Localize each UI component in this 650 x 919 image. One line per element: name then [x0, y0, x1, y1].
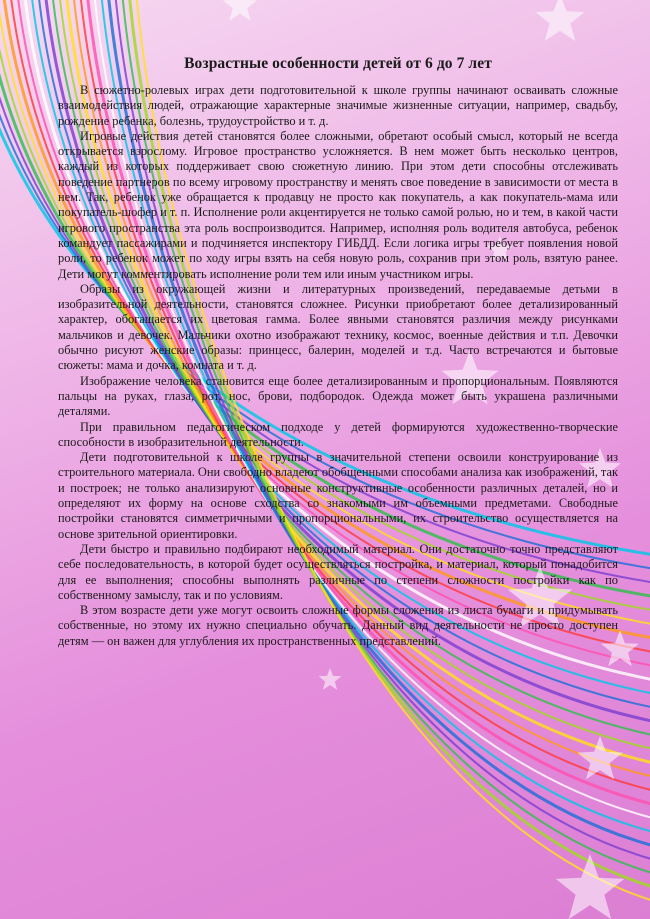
star-shape: [535, 0, 584, 41]
paragraph-7: Дети быстро и правильно подбирают необходимый материал. Они достаточно точно представляют себе последовательность, в которой будет осуществляться постройка, и материал, который понадобится для ее выполнения; способны выполнять различные по степени сложности постройки как по собственному замыслу, так и по условиям.: [58, 541, 618, 602]
star-shape: [319, 668, 342, 690]
star-shape: [556, 854, 624, 919]
document-page: [58, 55, 618, 649]
paragraph-5: При правильном педагогическом подходе у детей формируются художественно-творческие способности в изобразительной деятельности.: [58, 419, 618, 449]
paragraph-2: Игровые действия детей становятся более сложными, обретают особый смысл, который не всегда открывается взрослому. Игровое пространство усложняется. В нем может быть несколько центров, каждый из которых поддерживает свою сюжетную линию. При этом дети способны отслеживать поведение партнеров по всему игровому пространству и менять свое поведение в зависимости от места в нем. Так, ребенок уже обращается к продавцу не просто как покупатель, а как покупатель-мама или покупатель-шофер и т. п. Исполнение роли акцентируется не только самой ролью, но и тем, в какой части игрового пространства эта роль воспроизводится. Например, исполняя роль водителя автобуса, ребенок командует пассажирами и подчиняется инспектору ГИБДД. Если логика игры требует появления новой роли, то ребенок может по ходу игры взять на себя новую роль, сохранив при этом роль, взятую ранее. Дети могут комментировать исполнение роли тем или иным участником игры.: [58, 128, 618, 281]
paragraph-8: В этом возрасте дети уже могут освоить сложные формы сложения из листа бумаги и придумывать собственные, но этому их нужно специально обучать. Данный вид деятельности не просто доступен детям — он важен для углубления их пространственных представлений.: [58, 603, 618, 648]
document-title: Возрастные особенности детей от 6 до 7 лет: [184, 55, 492, 72]
paragraph-3: Образы из окружающей жизни и литературных произведений, передаваемые детьми в изобразительной деятельности, становятся сложнее. Рисунки приобретают более детализированный характер, обогащается их цветовая гамма. Более явными становятся различия между рисунками мальчиков и девочек. Мальчики охотно изображают технику, космос, военные действия и т.п. Девочки обычно рисуют женские образы: принцесс, балерин, моделей и т.д. Часто встречаются и бытовые сюжеты: мама и дочка, комната и т. д.: [58, 281, 618, 373]
paragraph-4: Изображение человека становится еще более детализированным и пропорциональным. Появляются пальцы на руках, глаза, рот, нос, брови, подбородок. Одежда может быть украшена различными деталями.: [58, 373, 618, 419]
star-shape: [223, 0, 257, 21]
paragraph-1: В сюжетно-ролевых играх дети подготовительной к школе группы начинают осваивать сложные взаимодействия людей, отражающие характерные значимые жизненные ситуации, например, свадьбу, рождение ребенка, болезнь, трудоустройство и т. д.: [58, 83, 618, 128]
paragraph-6: Дети подготовительной к школе группы в значительной степени освоили конструирование из строительного материала. Они свободно владеют обобщенными способами анализа как изображений, так и построек; не только анализируют основные конструктивные особенности различных деталей, но и определяют их форму на основе сходства со знакомыми им объемными предметами. Свободные постройки становятся симметричными и пропорциональными, их строительство осуществляется на основе зрительной ориентировки.: [58, 450, 618, 541]
